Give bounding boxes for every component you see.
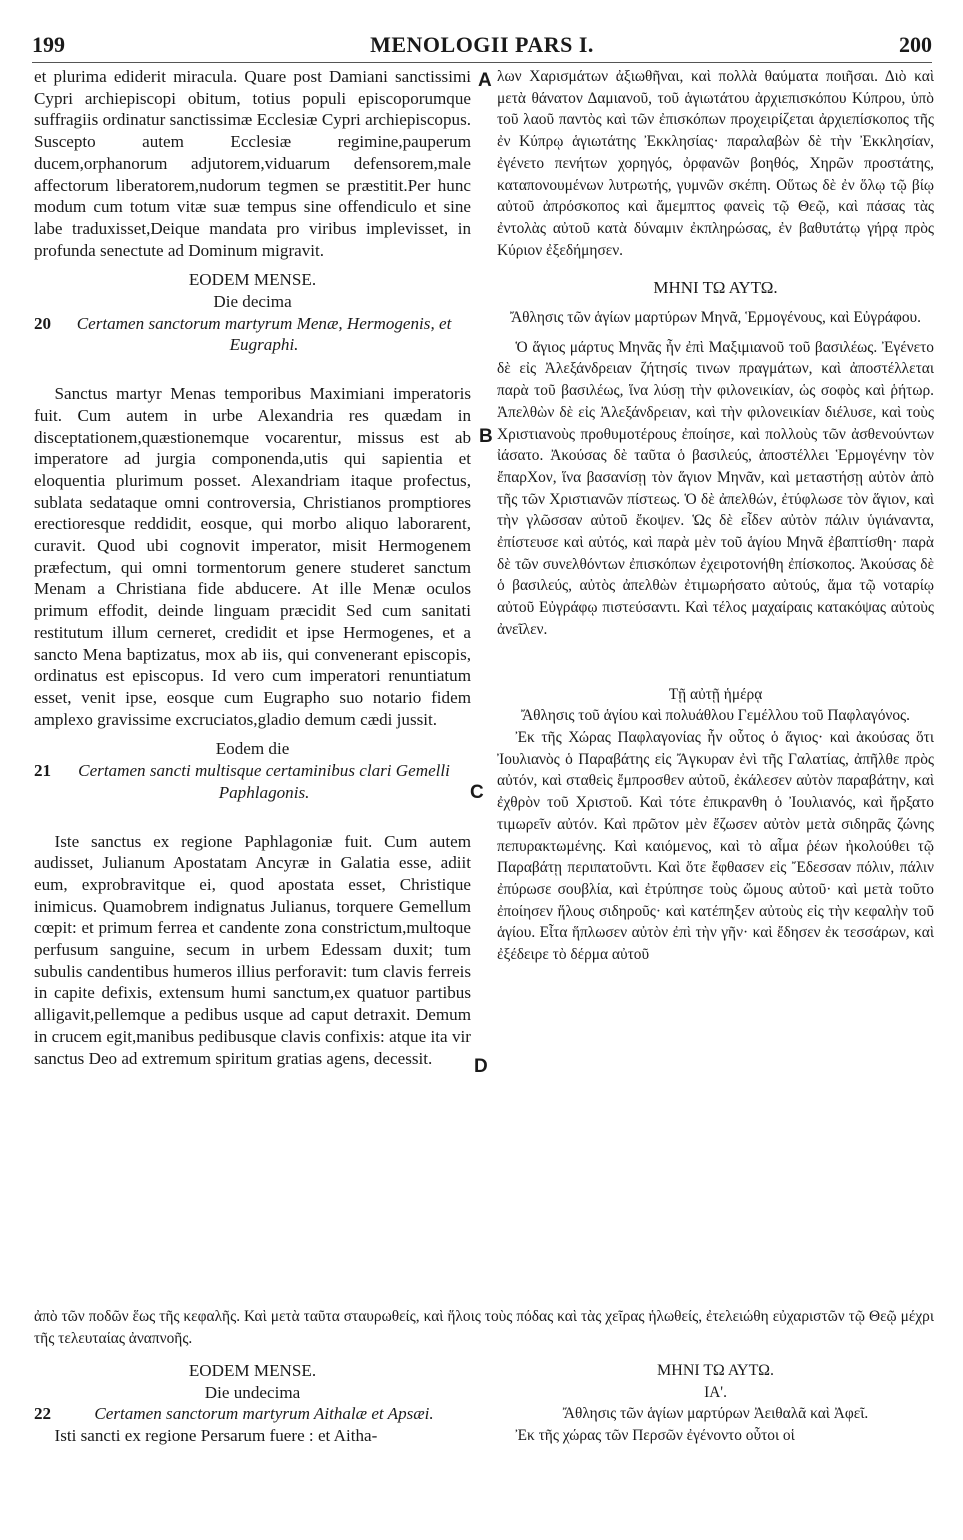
- greek-entry-title-22: Ἄθλησις τῶν ἁγίων μαρτύρων Ἀειθαλᾶ καὶ Ἀφεῖ.: [562, 1405, 869, 1423]
- greek-paragraph-1: λων Χαρισμάτων ἀξιωθῆναι, καὶ πολλὰ θαύματα ποιῆσαι. Διὸ καὶ μετὰ θάνατον Δαμιανοῦ, τοῦ ἁγιωτάτου ἀρχιεπισκόπου Κύπρου, ὑπὸ τοῦ λαοῦ παντὸς καὶ τῶν ἐπισκόπων προχειρίζεται ἀρχιεπίσκοπος τῆς ἐν Κύπρῳ ἁγιωτάτης Ἐκκλησίας· παραλαβὼν δὲ τὴν Ἐκκλησίαν, ἐγένετο πενήτων χορηγός, ὀρφανῶν βοηθός, Χηρῶν προστάτης, καταπονουμένων λυτρωτής, γυμνῶν σκέπη. Οὕτως δὲ ἐν ὅλῳ τῷ βίῳ αὐτοῦ ἀπρόσκοπος καὶ ἄμεμπτος φανεὶς τῷ Θεῷ, καὶ πάσας τὰς ἐντολὰς αὐτοῦ κατὰ δύναμιν ἐκπληρώσας, ἐν βαθυτάτῳ γήρᾳ πρὸς Κύριον ἐξεδήμησεν.: [497, 68, 934, 259]
- latin-paragraph-4: Isti sancti ex regione Persarum fuere : et Aitha-: [54, 1426, 378, 1446]
- margin-letter-c: C: [470, 782, 484, 803]
- greek-paragraph-3: Ἐκ τῆς Χώρας Παφλαγονίας ἦν οὗτος ὁ ἅγιος· καὶ ἀκούσας ὅτι Ἰουλιανὸς ὁ Παραβάτης εἰς Ἄγκυραν ἐνὶ τῆς Γαλατίας, ἀπῆλθε πρὸς αὐτόν, καὶ σταθεὶς ἔμπροσθεν αὐτοῦ, ἐκάλεσεν αὐτὸν παραβάτην, καὶ ἐχθρὸν τοῦ Χριστοῦ. Καὶ τότε ἐπικρανθη ὁ Ἰουλιανός, καὶ ἤρξατο τιμωρεῖν αὐτόν. Καὶ πρῶτον μὲν ἔζωσεν αὐτὸν μετὰ σιδηρᾶς ζώνης πεπυρακτωμένης. Καὶ καιόμενος, καὶ τὸ αἷμα ῥέων ἠκολούθει τῷ Παραβάτῃ περιπατοῦντι. Καὶ ὅτε ἔφθασεν εἰς Ἔδεσσαν πόλιν, πάλιν ἐπύρωσε σουβλία, καὶ ἐτρύπησε τοὺς ὤμους αὐτοῦ· καὶ μετὰ τοῦτο ἐποίησεν ἥλους σιδηροῦς· καὶ κατέπηξεν αὐτοὺς εἰς τὴν κεφαλὴν τοῦ ἁγίου. Εἶτα ἥπλωσεν αὐτὸν ἐπὶ τὴν γῆν· καὶ ἔδησεν ἐκ τεσσάρων, καὶ ἐξέδειρε τὸ δέρμα αὐτοῦ: [497, 728, 934, 964]
- running-title: MENOLOGII PARS I.: [370, 32, 594, 57]
- greek-entry-title-20: Ἄθλησις τῶν ἁγίων μαρτύρων Μηνᾶ, Ἑρμογένους, καὶ Εὐγράφου.: [510, 309, 921, 327]
- entry-number-21: 21: [34, 761, 52, 781]
- page-number-right: 200: [899, 32, 932, 57]
- margin-letter-a: A: [478, 70, 492, 91]
- latin-entry-20: [34, 313, 471, 356]
- latin-month-heading-2: EODEM MENSE.: [188, 1361, 317, 1380]
- margin-letter-d: D: [474, 1056, 488, 1077]
- latin-paragraph-2: Sanctus martyr Menas temporibus Maximiani imperatoris fuit. Cum autem in urbe Alexandria res quædam in disceptationem,quæstionemque vocarentur, missus est ab imperatore ad jurgia componenda,utis qui sapientia et eloquentia plurimum posset. Alexandriam itaque profectus, sublata sedataque omni controversia, Christianos promptiores erectioresque reddidit, eosque, qui morbo aliquo laborarent, curavit. Quod ubi cognovit imperator, misit Hermogenem præfectum, qui omni tormentorum genere studeret sanctum Menam a Christiana fide abducere. At ille Menæ oculos primum effodit, deinde linguam præcidit Sed cum sanitati restitutum illum cerneret, credidit et ipse Hermogenes, et a sancto Mena baptizatus, mox ab iis, qui convenerant episcopis, ordinatus est episcopus. Id vero cum imperatori renuntiatum esset, venit ipse, eosque cum Eugrapho suo notario fidem amplexo gravissime excruciatos,gladio demum cædi jussit.: [34, 384, 471, 729]
- greek-full-width-continuation: ἀπὸ τῶν ποδῶν ἕως τῆς κεφαλῆς. Καὶ μετὰ ταῦτα σταυρωθείς, καὶ ἥλοις τοὺς πόδας καὶ τὰς χεῖρας ἡλωθείς, ἐτελειώθη εὐχαριστῶν τῷ Θεῷ μέχρι τῆς τελευταίας ἀναπνοῆς.: [34, 1308, 934, 1347]
- page-number-left: 199: [32, 32, 65, 57]
- latin-day-heading-same: Eodem die: [215, 739, 290, 759]
- header-rule: [32, 62, 932, 63]
- greek-paragraph-2: Ὁ ἅγιος μάρτυς Μηνᾶς ἦν ἐπὶ Μαξιμιανοῦ τοῦ βασιλέως. Ἐγένετο δὲ εἰς Ἀλεξάνδρειαν ζήτησίς τινων πραγμάτων, καὶ ἀποστέλλεται παρὰ τοῦ βασιλέως, ἵνα λύσῃ τὴν φιλονεικίαν, ὡς σοφὸς καὶ ῥήτωρ. Ἀπελθὼν δὲ εἰς Ἀλεξάνδρειαν, καὶ τὴν φιλονεικίαν διέλυσε, καὶ τοὺς Χριστιανοὺς προθυμοτέρους ἐποίησε, καὶ πολλοὺς τῶν ἀσθενούντων ἰάσατο. Ἀκούσας δὲ ταῦτα ὁ βασιλεύς, ἀποστέλλει Ἑρμογένην τὸν ἔπαρΧον, ἵνα βασανίσῃ τὸν ἅγιον Μηνᾶν, καὶ μεταστήσῃ αὐτὸν ἀπὸ τῆς τῶν Χριστιανῶν πίστεως. Ὁ δὲ ἀπελθών, ἐτύφλωσε τὸν ἅγιον, καὶ τὴν γλῶσσαν αὐτοῦ ἔκοψεν. Ὡς δὲ εἶδεν αὐτὸν πάλιν ὑγιάναντα, ἐπίστευσε καὶ αὐτός, καὶ παρὰ μὲν τοῦ ἁγίου Μηνᾶ ἐβαπτίσθη· παρὰ δὲ τῶν συνελθόντων ἐπισκόπων ἐχειροτονήθη ἐπίσκοπος. Ἀκούσας δὲ ὁ βασιλεύς, αὐτὸς ἀπελθὼν ἐτιμωρήσατο αὐτούς, ἅμα τῷ νοταρίῳ αὐτοῦ Εὐγράφῳ πιστεύσαντι. Καὶ τέλος μαχαίραις κατακόψας αὐτοὺς ἀνεῖλεν.: [497, 338, 934, 638]
- latin-column: [34, 66, 471, 1069]
- latin-day-heading-2: Die undecima: [204, 1382, 301, 1402]
- latin-paragraph-3: Iste sanctus ex regione Paphlagoniæ fuit. Cum autem audisset, Julianum Apostatam Ancyræ in Galatia esse, adiit eum, exprobravitque ei, quod apostata esset, Christique inimicus. Quamobrem indignatus Julianus, torquere Gemellum cœpit: et primum ferrea et candente zona constrictum,multoque perfusum sanguine, secum in urbem Edessam duxit; tum subulis candentibus humeros illius perforavit: tum clavis ferreis in capite defixis, extensum humi sanctum,ex quatuor partibus alligavit,pellemque a pedibus usque ad caput detraxit. Demum in crucem egit,manibus pedibusque clavis confixis: atque ita vir sanctus Deo ad extremum spiritum gratias agens, decessit.: [34, 831, 471, 1068]
- greek-month-heading-1: ΜΗΝΙ ΤΩ ΑΥΤΩ.: [653, 278, 778, 298]
- latin-entry-22: [34, 1403, 471, 1425]
- greek-day-heading-2: ΙΑ'.: [704, 1383, 727, 1401]
- latin-entry-title-22: Certamen sanctorum martyrum Aithalæ et Apsæi.: [94, 1404, 434, 1424]
- latin-lower-block: [34, 1360, 471, 1447]
- entry-number-20: 20: [34, 313, 52, 333]
- greek-month-heading-2: ΜΗΝΙ ΤΩ ΑΥΤΩ.: [657, 1362, 774, 1379]
- running-header: [32, 32, 932, 62]
- latin-month-heading-1: EODEM MENSE.: [188, 270, 317, 290]
- greek-paragraph-4: Ἐκ τῆς χώρας τῶν Περσῶν ἐγένοντο οὗτοι οἱ: [515, 1427, 795, 1445]
- latin-day-heading-1: Die decima: [213, 292, 292, 312]
- entry-number-22: 22: [34, 1404, 52, 1424]
- latin-paragraph-1: et plurima ediderit miracula. Quare post Damiani sanctissimi Cypri archiepiscopi obitum, totius populi episcoporumque suffragiis ordinatur sanctissimæ Ecclesiæ Cypri archiepiscopus. Suscepto autem Ecclesiæ regimine,pauperum ducem,orphanorum adjutorem,viduarum defensorem,male affectorum liberatorem,nudorum tegmen se præstitit.Per hunc modum cum totum vitæ suæ tempus sine offendiculo et sine labe traduxisset,Deique mandata pro viribus implevisset, in profunda senectute ad Dominum migravit.: [34, 67, 471, 260]
- latin-entry-21: [34, 760, 471, 803]
- margin-letter-b: B: [479, 426, 493, 447]
- greek-entry-title-21: Ἄθλησις τοῦ ἁγίου καὶ πολυάθλου Γεμέλλου τοῦ Παφλαγόνος.: [520, 707, 910, 725]
- greek-day-heading-same: Τῇ αὐτῇ ἡμέρᾳ: [668, 685, 763, 703]
- latin-entry-title-20: Certamen sanctorum martyrum Menæ, Hermogenis, et Eugraphi.: [76, 313, 452, 355]
- greek-column: [497, 66, 934, 966]
- greek-lower-block: [497, 1360, 934, 1447]
- latin-entry-title-21: Certamen sancti multisque certaminibus clari Gemelli Paphlagonis.: [78, 761, 450, 802]
